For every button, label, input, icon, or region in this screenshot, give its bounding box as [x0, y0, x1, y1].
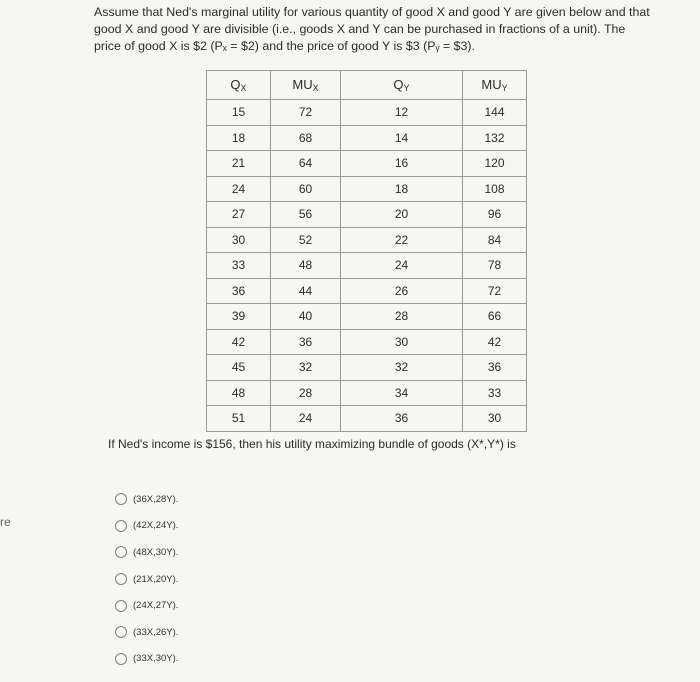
cell-qy: 34	[341, 380, 463, 406]
cell-qx: 21	[207, 151, 271, 177]
answer-option-label: (21X,20Y).	[133, 573, 179, 585]
answer-option[interactable]	[115, 513, 178, 540]
table-row	[207, 304, 527, 330]
table-row	[207, 278, 527, 304]
cell-muy: 108	[463, 176, 527, 202]
answer-option-label: (33X,26Y).	[133, 626, 179, 638]
cell-qx: 27	[207, 202, 271, 228]
table-row	[207, 100, 527, 126]
cell-qx: 15	[207, 100, 271, 126]
table-row	[207, 329, 527, 355]
cell-qx: 33	[207, 253, 271, 279]
cell-qx: 45	[207, 355, 271, 381]
table-row	[207, 151, 527, 177]
cell-qy: 18	[341, 176, 463, 202]
cell-qx: 18	[207, 125, 271, 151]
header-muy	[463, 71, 527, 100]
cell-mux: 64	[271, 151, 341, 177]
cell-qy: 14	[341, 125, 463, 151]
cell-qx: 51	[207, 406, 271, 432]
header-mux-sub: X	[312, 83, 319, 93]
answer-option-label: (24X,27Y).	[133, 600, 179, 612]
cell-qy: 28	[341, 304, 463, 330]
cell-muy: 42	[463, 329, 527, 355]
table-row	[207, 176, 527, 202]
cell-qy: 32	[341, 355, 463, 381]
cell-muy: 96	[463, 202, 527, 228]
radio-button-icon[interactable]	[115, 546, 127, 558]
table-row	[207, 125, 527, 151]
cell-qy: 16	[341, 151, 463, 177]
answer-option[interactable]	[115, 486, 178, 513]
cell-mux: 72	[271, 100, 341, 126]
answer-option[interactable]	[115, 646, 178, 673]
answer-option-label: (33X,30Y).	[133, 653, 179, 665]
header-mux	[271, 71, 341, 100]
cell-qx: 36	[207, 278, 271, 304]
answer-option-label: (48X,30Y).	[133, 546, 179, 558]
cell-muy: 132	[463, 125, 527, 151]
cell-mux: 36	[271, 329, 341, 355]
header-qy-main: Q	[393, 77, 404, 92]
header-qx-main: Q	[230, 77, 241, 92]
cell-muy: 30	[463, 406, 527, 432]
cell-mux: 60	[271, 176, 341, 202]
cell-mux: 32	[271, 355, 341, 381]
table-row	[207, 227, 527, 253]
cell-muy: 66	[463, 304, 527, 330]
table-row	[207, 406, 527, 432]
radio-button-icon[interactable]	[115, 626, 127, 638]
cell-qy: 30	[341, 329, 463, 355]
cell-muy: 120	[463, 151, 527, 177]
cell-mux: 68	[271, 125, 341, 151]
prompt-text: If Ned's income is $156, then his utility maximizing bundle of goods (X*,Y*) is	[108, 437, 516, 451]
cell-mux: 28	[271, 380, 341, 406]
cell-qy: 36	[341, 406, 463, 432]
cell-qy: 20	[341, 202, 463, 228]
answer-option-label: (36X,28Y).	[133, 493, 179, 505]
marginal-utility-table	[206, 70, 527, 432]
answer-options	[115, 486, 178, 672]
cell-qy: 22	[341, 227, 463, 253]
table-row	[207, 355, 527, 381]
radio-button-icon[interactable]	[115, 520, 127, 532]
radio-button-icon[interactable]	[115, 653, 127, 665]
cell-muy: 36	[463, 355, 527, 381]
answer-option[interactable]	[115, 592, 178, 619]
header-qy	[341, 71, 463, 100]
answer-option[interactable]	[115, 539, 178, 566]
cell-qy: 26	[341, 278, 463, 304]
table-header-row	[207, 71, 527, 100]
question-text: Assume that Ned's marginal utility for various quantity of good X and good Y are given below and that good X and good Y are divisible (i.e., goods X and Y can be purchased in fractions of a unit). The price of good X is $2 (Pₓ = $2) and the price of good Y is $3 (Pᵧ = $3).	[94, 5, 650, 53]
answer-option[interactable]	[115, 566, 178, 593]
cell-qx: 48	[207, 380, 271, 406]
table-row	[207, 253, 527, 279]
cell-qx: 24	[207, 176, 271, 202]
header-mux-main: MU	[292, 77, 313, 92]
cell-muy: 72	[463, 278, 527, 304]
cell-mux: 52	[271, 227, 341, 253]
answer-option[interactable]	[115, 619, 178, 646]
header-qy-sub: Y	[403, 83, 410, 93]
marginal-utility-table-container	[206, 70, 527, 432]
table-row	[207, 202, 527, 228]
radio-button-icon[interactable]	[115, 573, 127, 585]
cell-qy: 24	[341, 253, 463, 279]
cell-muy: 33	[463, 380, 527, 406]
cell-mux: 48	[271, 253, 341, 279]
cropped-left-edge-text: re	[0, 515, 11, 529]
radio-button-icon[interactable]	[115, 600, 127, 612]
header-muy-main: MU	[481, 77, 502, 92]
cell-mux: 24	[271, 406, 341, 432]
cell-qy: 12	[341, 100, 463, 126]
table-row	[207, 380, 527, 406]
cell-muy: 144	[463, 100, 527, 126]
cell-mux: 44	[271, 278, 341, 304]
cell-qx: 30	[207, 227, 271, 253]
cell-muy: 78	[463, 253, 527, 279]
header-muy-sub: Y	[501, 83, 508, 93]
header-qx-sub: X	[240, 83, 247, 93]
cell-muy: 84	[463, 227, 527, 253]
cell-qx: 39	[207, 304, 271, 330]
cell-mux: 40	[271, 304, 341, 330]
answer-option-label: (42X,24Y).	[133, 520, 179, 532]
header-qx	[207, 71, 271, 100]
radio-button-icon[interactable]	[115, 493, 127, 505]
cell-qx: 42	[207, 329, 271, 355]
cell-mux: 56	[271, 202, 341, 228]
